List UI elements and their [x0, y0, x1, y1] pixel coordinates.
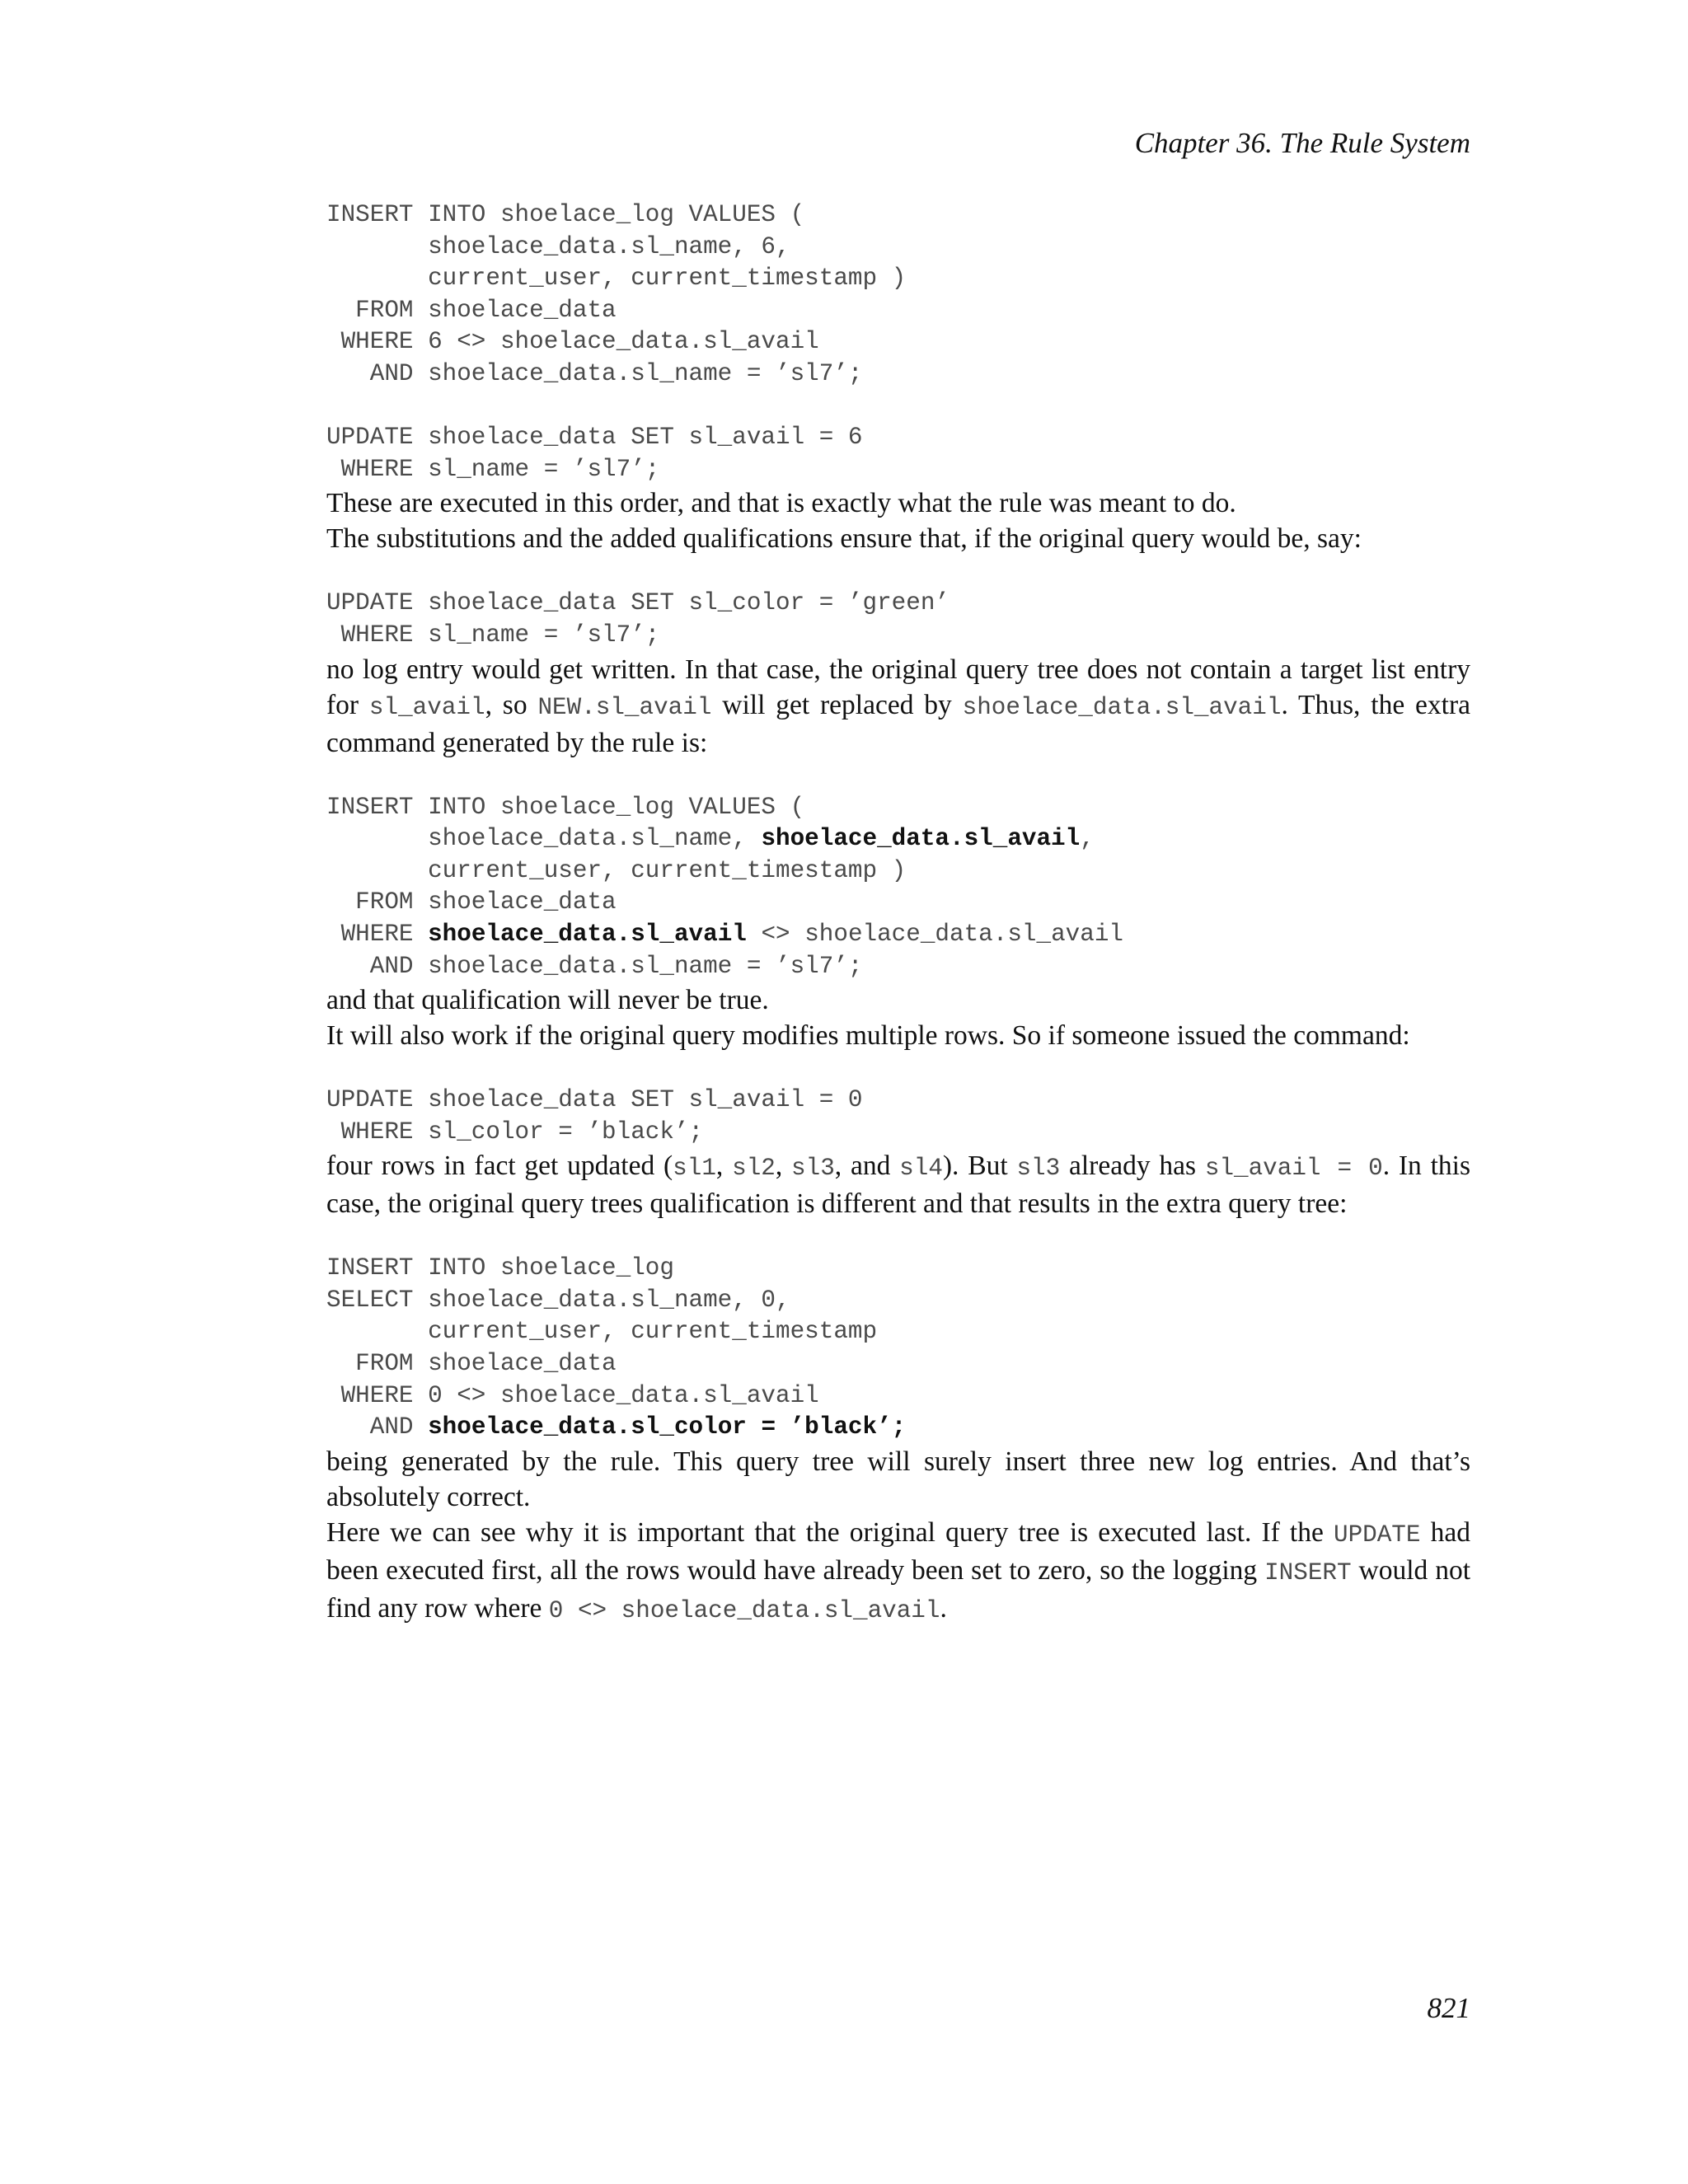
inline-code: sl4 — [899, 1155, 943, 1183]
inline-code: sl3 — [1016, 1155, 1061, 1183]
paragraph-no-log-entry — [326, 652, 1470, 761]
code-line: UPDATE shoelace_data SET sl_avail = 0 — [326, 1086, 863, 1114]
code-run: <> shoelace_data.sl_avail — [746, 920, 1123, 948]
paragraph-substitutions: The substitutions and the added qualifications ensure that, if the original query would be, say: — [326, 523, 1362, 555]
text-run: , — [715, 1151, 733, 1182]
text-run: . — [940, 1592, 947, 1624]
text-run: . Thus, the extra command generated by the rule is: — [326, 689, 1470, 758]
code-highlight: shoelace_data.sl_avail — [761, 825, 1081, 853]
code-run: AND — [326, 1413, 429, 1441]
text-run: no log entry would get written. In that case, the original query tree does not contain a target list entry for — [326, 654, 1470, 720]
text-run: Here we can see why it is important that the original query tree is executed last. If the — [326, 1516, 1334, 1548]
code-highlight: shoelace_data.sl_color = ’black’; — [428, 1413, 907, 1441]
code-line: FROM shoelace_data — [326, 296, 617, 324]
paragraph-multiple-rows: It will also work if the original query modifies multiple rows. So if someone issued the command: — [326, 1020, 1410, 1052]
text-run: , and — [834, 1151, 900, 1182]
code-line — [326, 823, 1470, 855]
paragraph-four-rows — [326, 1148, 1470, 1221]
code-line: WHERE sl_color = ’black’; — [326, 1118, 704, 1146]
code-line: FROM shoelace_data — [326, 888, 617, 916]
code-line: WHERE sl_name = ’sl7’; — [326, 455, 660, 483]
text-run: , — [775, 1151, 792, 1182]
code-run: shoelace_data.sl_name, — [326, 825, 762, 853]
code-run: , — [1080, 825, 1095, 853]
text-run: had been executed first, all the rows would have already been set to zero, so the logging — [326, 1516, 1470, 1586]
running-header: Chapter 36. The Rule System — [1134, 127, 1470, 159]
inline-code: INSERT — [1264, 1558, 1352, 1586]
paragraph-executed-last — [326, 1515, 1470, 1629]
inline-code: NEW.sl_avail — [537, 693, 712, 721]
inline-code: sl_avail = 0 — [1204, 1155, 1383, 1183]
inline-code: sl1 — [673, 1155, 716, 1183]
text-run: four rows in fact get updated ( — [326, 1151, 673, 1182]
code-line: WHERE sl_name = ’sl7’; — [326, 621, 660, 649]
code-line: WHERE 0 <> shoelace_data.sl_avail — [326, 1381, 819, 1409]
code-line: SELECT shoelace_data.sl_name, 0, — [326, 1286, 790, 1314]
code-line: FROM shoelace_data — [326, 1350, 617, 1378]
text-run: , so — [485, 689, 538, 720]
code-block-extra-command — [326, 792, 1470, 983]
code-line: shoelace_data.sl_name, 6, — [326, 232, 790, 260]
code-line: WHERE 6 <> shoelace_data.sl_avail — [326, 328, 819, 356]
code-block-update-color — [326, 588, 1470, 651]
code-line: INSERT INTO shoelace_log — [326, 1254, 674, 1282]
text-run: will get replaced by — [711, 689, 963, 720]
inline-code: sl2 — [732, 1155, 776, 1183]
paragraph-never-true: and that qualification will never be true. — [326, 985, 769, 1016]
code-line: current_user, current_timestamp ) — [326, 265, 907, 293]
paragraph-being-generated: being generated by the rule. This query tree will surely insert three new log entries. And that’s absolutely correct. — [326, 1446, 1470, 1512]
code-line: UPDATE shoelace_data SET sl_avail = 6 — [326, 424, 863, 452]
inline-code: sl_avail — [368, 693, 485, 721]
code-line: AND shoelace_data.sl_name = ’sl7’; — [326, 359, 863, 387]
code-line: INSERT INTO shoelace_log VALUES ( — [326, 201, 805, 228]
inline-code: sl3 — [791, 1155, 835, 1183]
paragraph-execution-order: These are executed in this order, and that is exactly what the rule was meant to do. — [326, 488, 1236, 519]
code-block-update-black — [326, 1085, 1470, 1148]
code-block-insert-update — [326, 199, 1470, 485]
code-line: current_user, current_timestamp — [326, 1318, 878, 1346]
inline-code: shoelace_data.sl_avail — [962, 693, 1282, 721]
inline-code: 0 <> shoelace_data.sl_avail — [548, 1596, 940, 1624]
page-content — [326, 199, 1470, 1629]
inline-code: UPDATE — [1333, 1521, 1421, 1549]
code-line: current_user, current_timestamp ) — [326, 856, 907, 884]
code-line: AND shoelace_data.sl_name = ’sl7’; — [326, 952, 863, 980]
text-run: . In this case, the original query trees qualification is different and that results in the extra query tree: — [326, 1151, 1470, 1220]
text-run: would not find any row where — [326, 1554, 1470, 1624]
code-line — [326, 919, 1470, 951]
code-line — [326, 1412, 1470, 1444]
code-run: WHERE — [326, 920, 429, 948]
text-run: ). But — [942, 1151, 1017, 1182]
text-run: already has — [1060, 1151, 1205, 1182]
code-line — [326, 391, 1470, 423]
page-number: 821 — [1427, 1992, 1470, 2024]
code-line: UPDATE shoelace_data SET sl_color = ’green’ — [326, 589, 950, 617]
code-highlight: shoelace_data.sl_avail — [428, 920, 747, 948]
code-line: INSERT INTO shoelace_log VALUES ( — [326, 793, 805, 821]
code-block-insert-select — [326, 1253, 1470, 1444]
